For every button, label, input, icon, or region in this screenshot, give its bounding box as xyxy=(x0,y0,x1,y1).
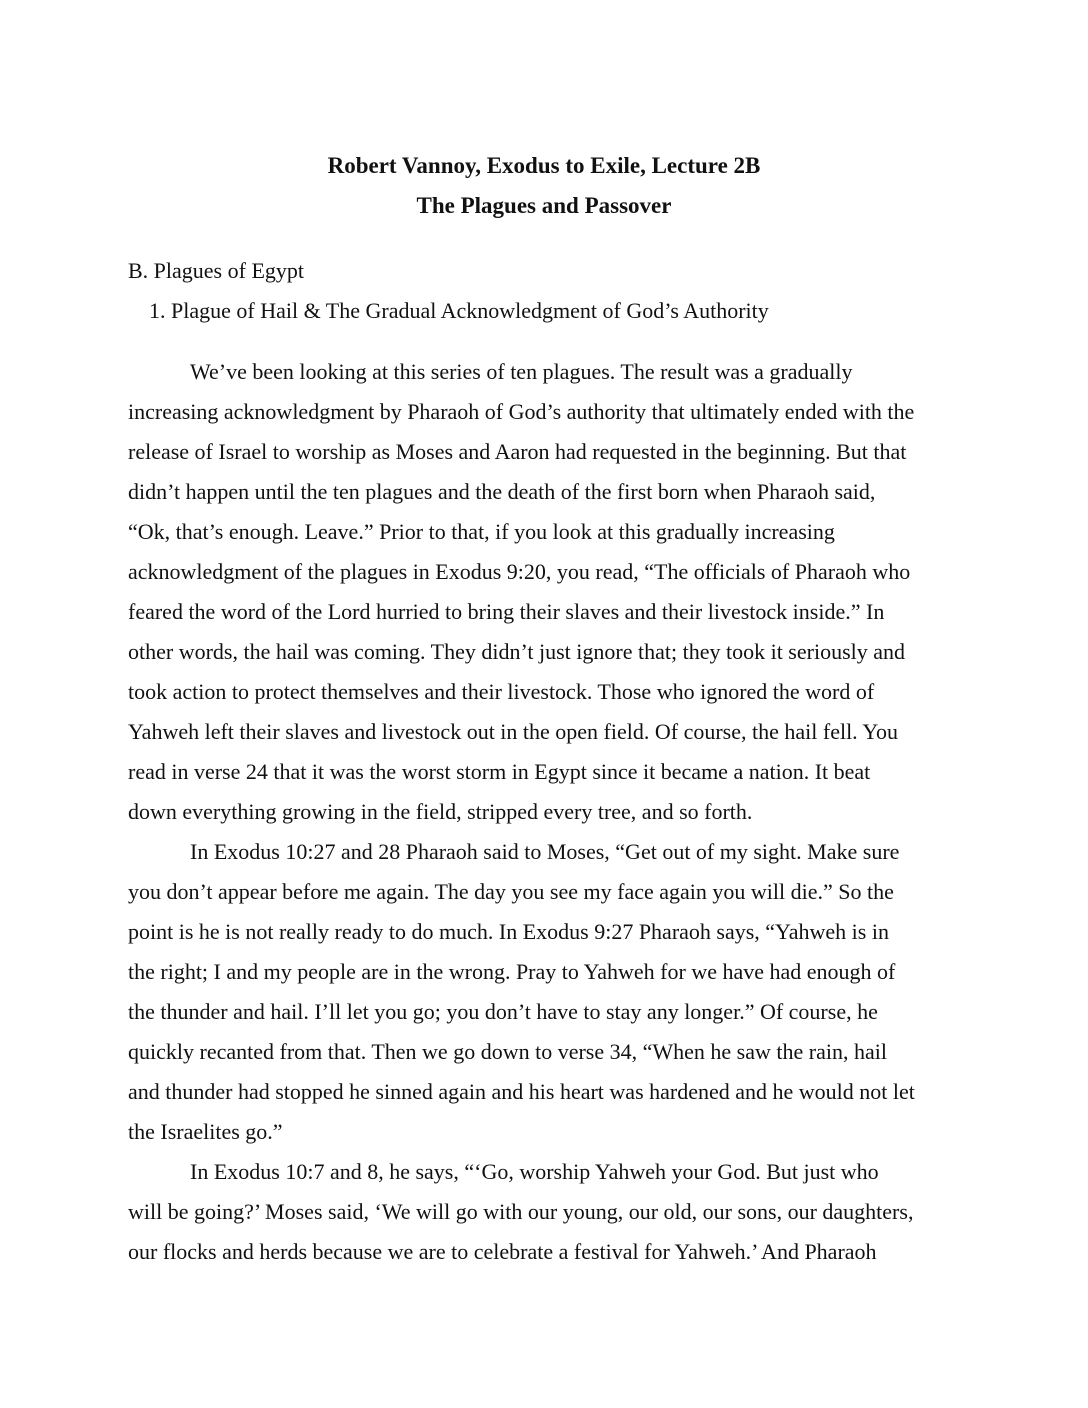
text-line: feared the word of the Lord hurried to bring their slaves and their livestock inside.” In xyxy=(128,599,885,624)
text-line: will be going?’ Moses said, ‘We will go with our young, our old, our sons, our daughters, xyxy=(128,1199,914,1224)
text-line: and thunder had stopped he sinned again and his heart was hardened and he would not let xyxy=(128,1079,915,1104)
text-line: Yahweh left their slaves and livestock out in the open field. Of course, the hail fell. You xyxy=(128,719,899,744)
title-block xyxy=(0,146,1088,226)
subsection-heading: 1. Plague of Hail & The Gradual Acknowledgment of God’s Authority xyxy=(149,298,769,323)
text-line: our flocks and herds because we are to celebrate a festival for Yahweh.’ And Pharaoh xyxy=(128,1239,877,1264)
text-line: you don’t appear before me again. The day you see my face again you will die.” So the xyxy=(128,879,894,904)
text-line: the Israelites go.” xyxy=(128,1119,283,1144)
text-line: point is he is not really ready to do much. In Exodus 9:27 Pharaoh says, “Yahweh is in xyxy=(128,919,889,944)
text-line: didn’t happen until the ten plagues and the death of the first born when Pharaoh said, xyxy=(128,479,876,504)
text-line: release of Israel to worship as Moses and Aaron had requested in the beginning. But that xyxy=(128,439,907,464)
text-line: In Exodus 10:7 and 8, he says, “‘Go, worship Yahweh your God. But just who xyxy=(190,1159,879,1184)
text-line: down everything growing in the field, stripped every tree, and so forth. xyxy=(128,799,753,824)
document-subtitle: The Plagues and Passover xyxy=(416,193,672,218)
text-line: took action to protect themselves and their livestock. Those who ignored the word of xyxy=(128,679,875,704)
text-line: We’ve been looking at this series of ten plagues. The result was a gradually xyxy=(190,359,853,384)
text-line: other words, the hail was coming. They didn’t just ignore that; they took it seriously and xyxy=(128,639,906,664)
body-text xyxy=(128,352,958,1272)
document-title: Robert Vannoy, Exodus to Exile, Lecture 2B xyxy=(327,153,761,178)
text-line: the right; I and my people are in the wrong. Pray to Yahweh for we have had enough of xyxy=(128,959,896,984)
text-line: acknowledgment of the plagues in Exodus 9:20, you read, “The officials of Pharaoh who xyxy=(128,559,911,584)
text-line: “Ok, that’s enough. Leave.” Prior to that, if you look at this gradually increasing xyxy=(128,519,835,544)
text-line: increasing acknowledgment by Pharaoh of God’s authority that ultimately ended with the xyxy=(128,399,915,424)
text-line: quickly recanted from that. Then we go down to verse 34, “When he saw the rain, hail xyxy=(128,1039,887,1064)
text-line: the thunder and hail. I’ll let you go; you don’t have to stay any longer.” Of course, he xyxy=(128,999,878,1024)
section-heading: B. Plagues of Egypt xyxy=(128,258,304,283)
text-line: read in verse 24 that it was the worst storm in Egypt since it became a nation. It beat xyxy=(128,759,871,784)
text-line: In Exodus 10:27 and 28 Pharaoh said to Moses, “Get out of my sight. Make sure xyxy=(190,839,900,864)
